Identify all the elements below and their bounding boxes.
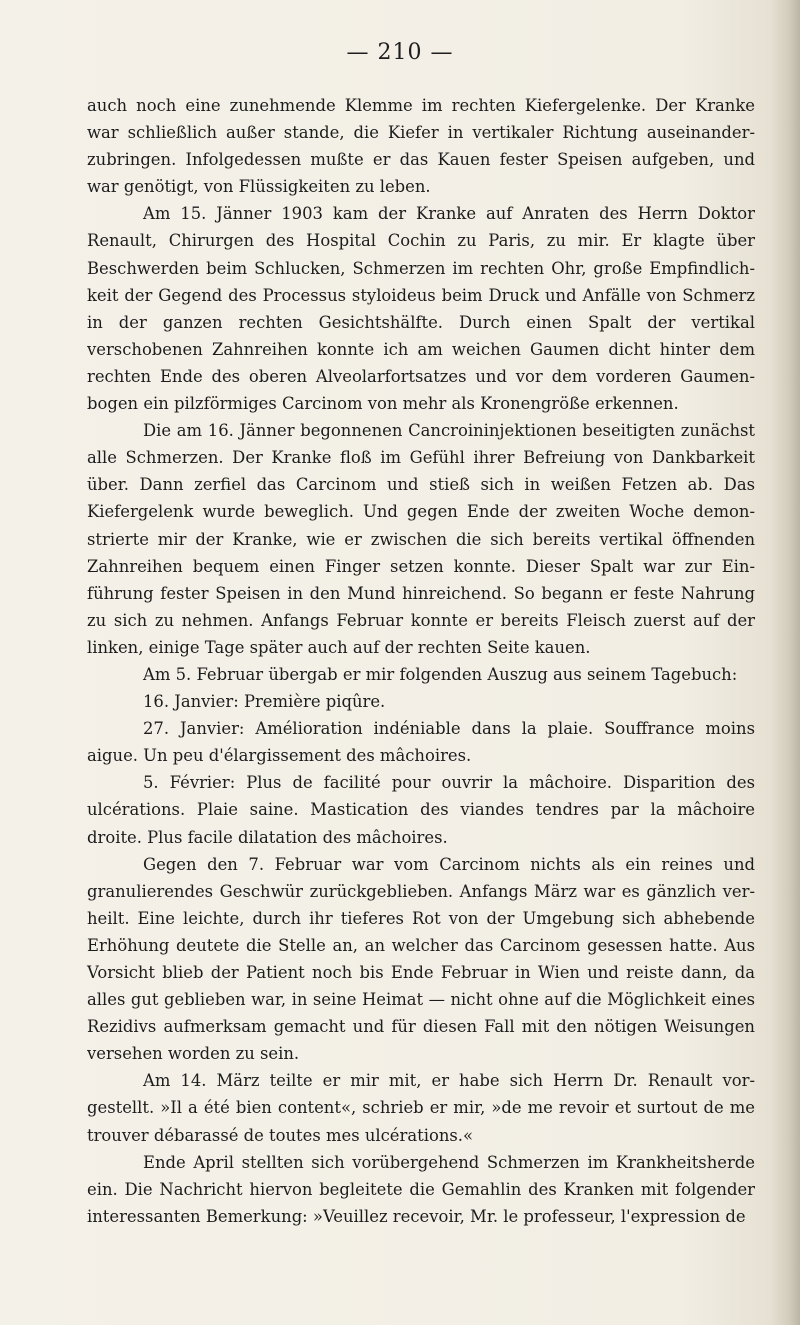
paragraph-2: Am 15. Jänner 1903 kam der Kranke auf Anraten des Herrn Doktor Renault, Chirurgen des Hospital Cochin zu Paris, zu mir. Er klagte über Beschwerden beim Schlucken, Schmerzen im rechten Ohr, große Empfindlich-keit der Gegend des Processus styloideus beim Druck und Anfälle von Schmerz in der ganzen rechten Gesichtshälfte. Durch einen Spalt der vertikal verschobenen Zahnreihen konnte ich am weichen Gaumen dicht hinter dem rechten Ende des oberen Alveolarfortsatzes und vor dem vorderen Gaumen-bogen ein pilzförmiges Carcinom von mehr als Kronengröße erkennen.	[87, 204, 755, 414]
paragraph-4: Am 5. Februar übergab er mir folgenden Auszug aus seinem Tagebuch:	[143, 664, 738, 684]
paragraph-9: Am 14. März teilte er mir mit, er habe sich Herrn Dr. Renault vor-gestellt. »Il a été bien content«, schrieb er mir, »de me revoir et surtout de me trouver débarassé de toutes mes ulcérations.«	[87, 1071, 755, 1145]
page-number: — 210 —	[346, 40, 454, 65]
body-text	[87, 92, 755, 1230]
page-edge-shadow	[772, 0, 800, 1325]
diary-entry-2: 27. Janvier: Amélioration indéniable dans la plaie. Souffrance moins aigue. Un peu d'élargissement des mâchoires.	[87, 719, 755, 766]
diary-entry-1: 16. Janvier: Première piqûre.	[143, 692, 386, 712]
diary-entry-3: 5. Février: Plus de facilité pour ouvrir la mâchoire. Disparition des ulcérations. Plaie saine. Mastication des viandes tendres par la mâchoire droite. Plus facile dilatation des mâchoires.	[87, 773, 755, 847]
paragraph-3: Die am 16. Jänner begonnenen Cancroininjektionen beseitigten zunächst alle Schmerzen. Der Kranke floß im Gefühl ihrer Befreiung von Dankbarkeit über. Dann zerfiel das Carcinom und stieß sich in weißen Fetzen ab. Das Kiefergelenk wurde beweglich. Und gegen Ende der zweiten Woche demon-strierte mir der Kranke, wie er zwischen die sich bereits vertikal öffnenden Zahnreihen bequem einen Finger setzen konnte. Dieser Spalt war zur Ein-führung fester Speisen in den Mund hinreichend. So begann er feste Nahrung zu sich zu nehmen. Anfangs Februar konnte er bereits Fleisch zuerst auf der linken, einige Tage später auch auf der rechten Seite kauen.	[87, 421, 755, 657]
paragraph-8: Gegen den 7. Februar war vom Carcinom nichts als ein reines und granulierendes Geschwür zurückgeblieben. Anfangs März war es gänzlich ver-heilt. Eine leichte, durch ihr tieferes Rot von der Umgebung sich abhebende Erhöhung deutete die Stelle an, an welcher das Carcinom gesessen hatte. Aus Vorsicht blieb der Patient noch bis Ende Februar in Wien und reiste dann, da alles gut geblieben war, in seine Heimat — nicht ohne auf die Möglichkeit eines Rezidivs aufmerksam gemacht und für diesen Fall mit den nötigen Weisungen versehen worden zu sein.	[87, 854, 755, 1064]
paragraph-10: Ende April stellten sich vorübergehend Schmerzen im Krankheitsherde ein. Die Nachricht hiervon begleitete die Gemahlin des Kranken mit folgender interessanten Bemerkung: »Veuillez recevoir, Mr. le professeur, l'expression de	[87, 1152, 755, 1226]
paragraph-1: auch noch eine zunehmende Klemme im rechten Kiefergelenke. Der Kranke war schließlich außer stande, die Kiefer in vertikaler Richtung auseinander-zubringen. Infolgedessen mußte er das Kauen fester Speisen aufgeben, und war genötigt, von Flüssigkeiten zu leben.	[87, 96, 755, 197]
